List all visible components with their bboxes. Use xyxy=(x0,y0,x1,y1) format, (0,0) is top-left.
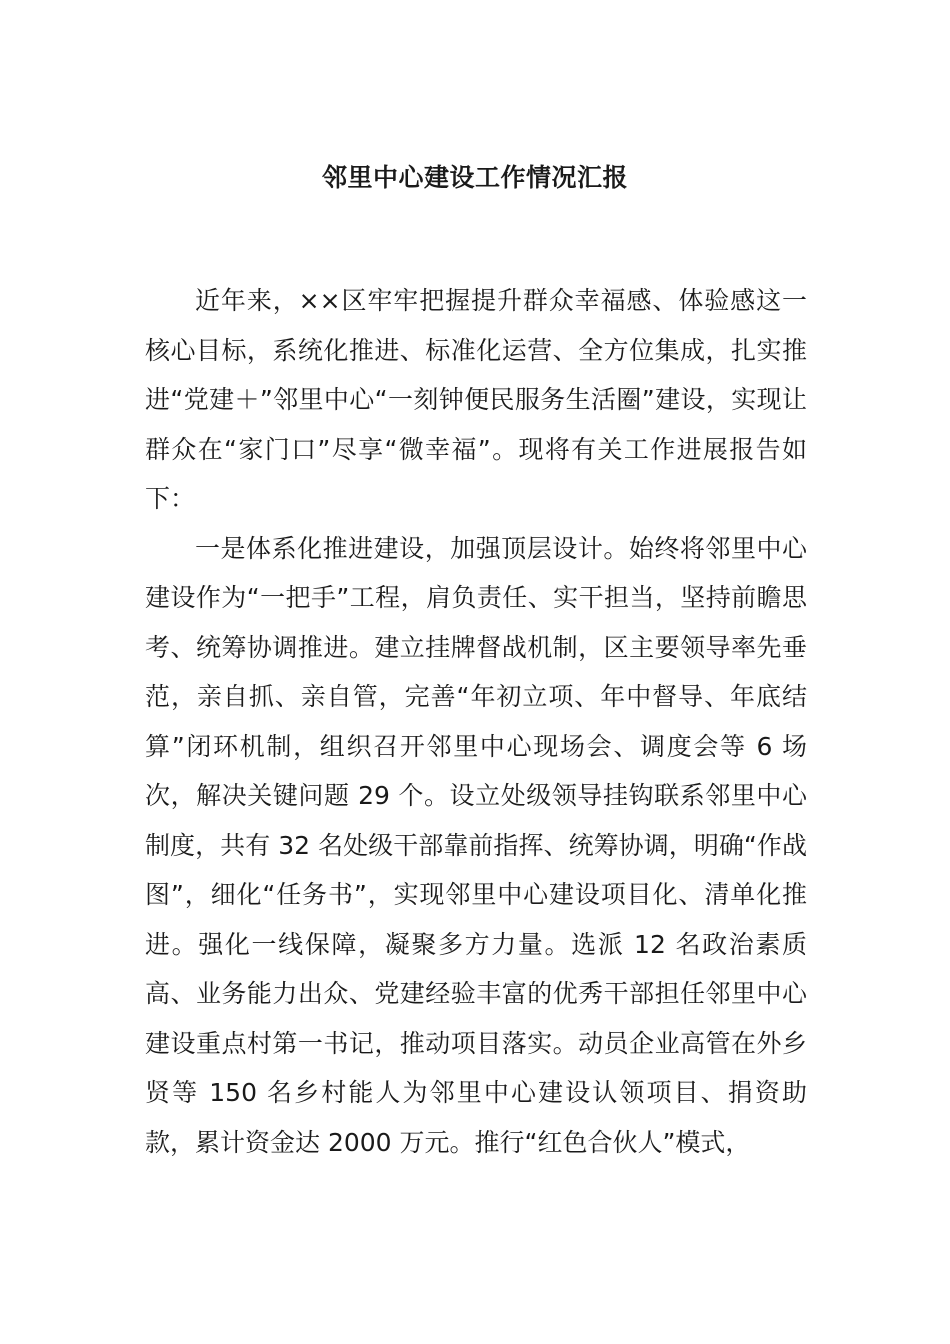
paragraph-intro: 近年来，××区牢牢把握提升群众幸福感、体验感这一核心目标，系统化推进、标准化运营、全方位集成，扎实推进“党建＋”邻里中心“一刻钟便民服务生活圈”建设，实现让群众在“家门口”尽享“微幸福”。现将有关工作进展报告如下： xyxy=(145,286,807,513)
document-title: 邻里中心建设工作情况汇报 xyxy=(321,163,628,192)
document-body xyxy=(145,276,807,1167)
paragraph-section-one: 一是体系化推进建设，加强顶层设计。始终将邻里中心建设作为“一把手”工程，肩负责任、实干担当，坚持前瞻思考、统筹协调推进。建立挂牌督战机制，区主要领导率先垂范，亲自抓、亲自管，完善“年初立项、年中督导、年底结算”闭环机制，组织召开邻里中心现场会、调度会等 6 场次，解决关键问题 29 个。设立处级领导挂钩联系邻里中心制度，共有 32 名处级干部靠前指挥、统筹协调，明确“作战图”，细化“任务书”，实现邻里中心建设项目化、清单化推进。强化一线保障，凝聚多方力量。选派 12 名政治素质高、业务能力出众、党建经验丰富的优秀干部担任邻里中心建设重点村第一书记，推动项目落实。动员企业高管在外乡贤等 150 名乡村能人为邻里中心建设认领项目、捐资助款，累计资金达 2000 万元。推行“红色合伙人”模式， xyxy=(145,533,807,1157)
